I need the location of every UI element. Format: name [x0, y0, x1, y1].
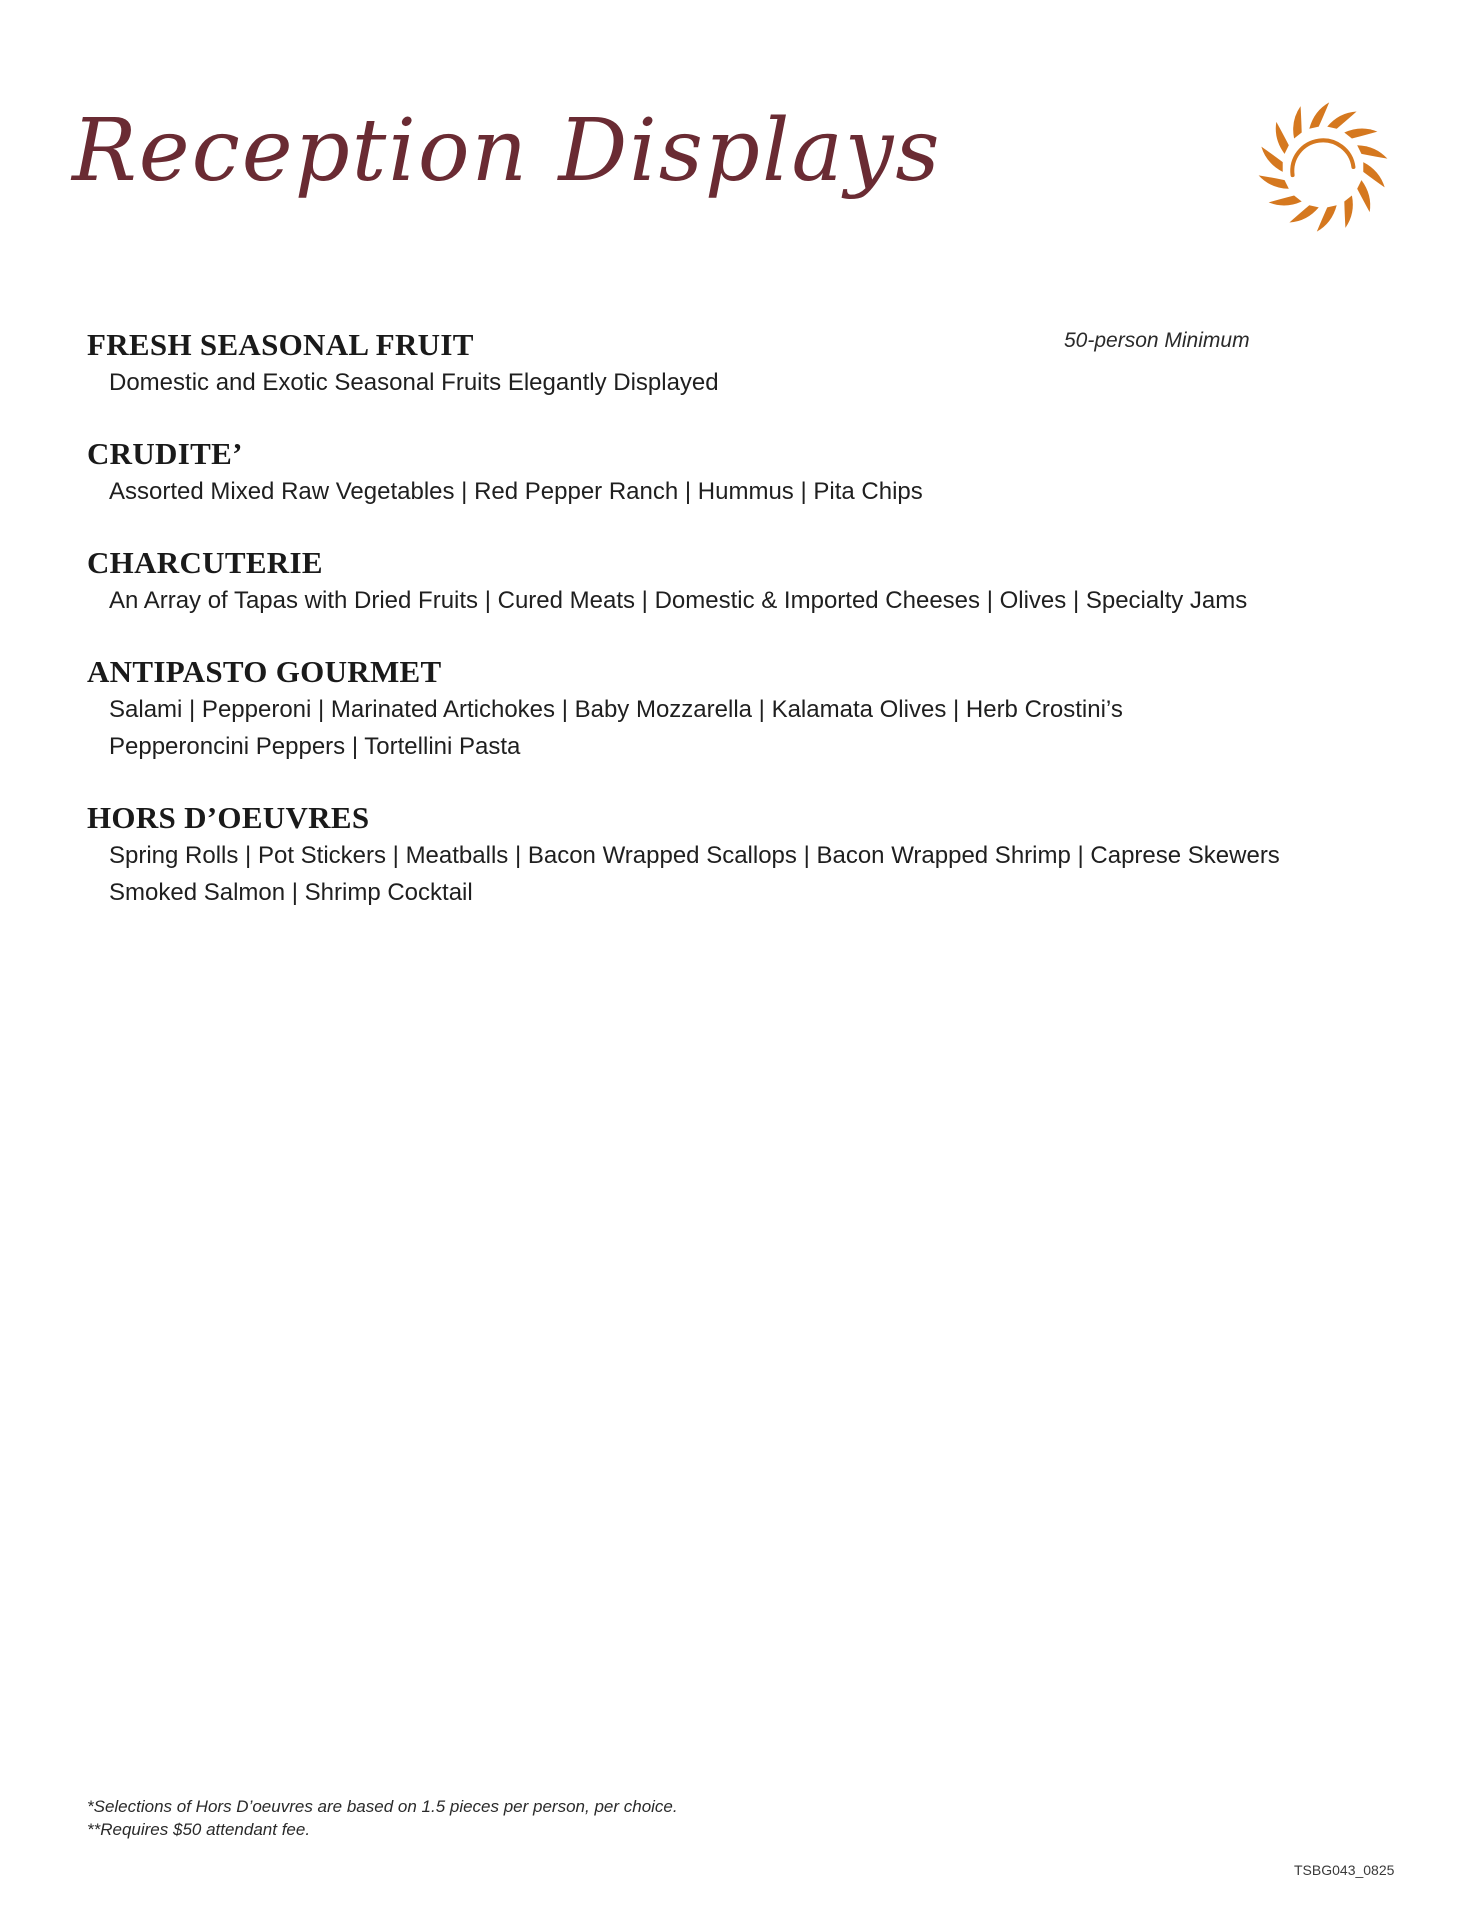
sun-ray [1293, 106, 1302, 138]
document-code: TSBG043_0825 [1294, 1862, 1395, 1878]
section-title: FRESH SEASONAL FRUIT [87, 327, 474, 362]
sun-ray [1317, 205, 1337, 231]
section-title: CRUDITE’ [87, 436, 243, 471]
sun-ray [1276, 122, 1289, 154]
section-description: Salami | Pepperoni | Marinated Artichokes | Baby Mozzarella | Kalamata Olives | Herb Crostini’s [109, 696, 1123, 723]
section-title: HORS D’OEUVRES [87, 800, 370, 835]
menu-section [87, 653, 1287, 765]
sun-ray [1357, 145, 1387, 158]
menu-section [87, 544, 1287, 619]
menu-sections [87, 326, 1287, 945]
section-description: Spring Rolls | Pot Stickers | Meatballs | Bacon Wrapped Scallops | Bacon Wrapped Shrimp | Caprese Skewers [109, 842, 1280, 869]
footnote: *Selections of Hors D’oeuvres are based on 1.5 pieces per person, per choice. [87, 1797, 678, 1816]
section-title: CHARCUTERIE [87, 545, 323, 580]
section-title: ANTIPASTO GOURMET [87, 654, 442, 689]
sun-ray [1363, 162, 1384, 187]
menu-section [87, 435, 1287, 510]
section-description: Assorted Mixed Raw Vegetables | Red Pepper Ranch | Hummus | Pita Chips [109, 478, 923, 505]
menu-section [87, 326, 1287, 401]
page-title: Reception Displays [72, 101, 942, 201]
menu-section [87, 799, 1287, 911]
sun-ray [1344, 128, 1377, 138]
sun-ray [1357, 180, 1370, 212]
sun-ray [1344, 196, 1353, 228]
sun-ray [1327, 112, 1356, 129]
section-description: Pepperoncini Peppers | Tortellini Pasta [109, 733, 521, 760]
footnotes [87, 1795, 678, 1841]
sun-ray [1269, 196, 1302, 206]
section-description: Domestic and Exotic Seasonal Fruits Elegantly Displayed [109, 369, 719, 396]
sun-ray [1289, 205, 1318, 222]
sun-ray [1261, 147, 1282, 172]
section-description: Smoked Salmon | Shrimp Cocktail [109, 879, 473, 906]
minimum-note: 50-person Minimum [1064, 329, 1250, 352]
sun-ray [1259, 175, 1289, 188]
sun-ray [1309, 102, 1329, 128]
sun-icon [1252, 96, 1394, 238]
section-description: An Array of Tapas with Dried Fruits | Cured Meats | Domestic & Imported Cheeses | Olives | Specialty Jams [109, 587, 1248, 614]
footnote: **Requires $50 attendant fee. [87, 1820, 311, 1839]
